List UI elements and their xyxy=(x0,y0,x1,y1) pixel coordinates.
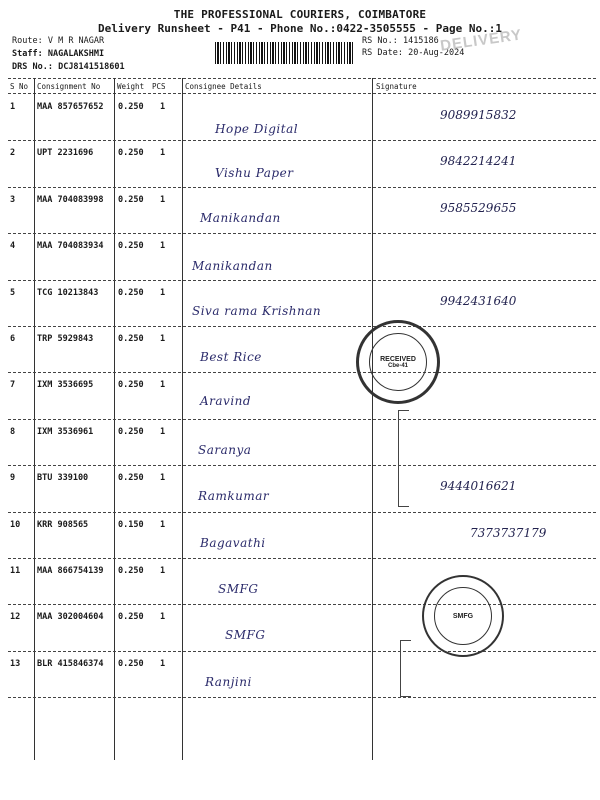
row-consignment-no: MAA 704083934 xyxy=(37,241,104,252)
table-row xyxy=(0,467,600,513)
row-consignment-no: TCG 10213843 xyxy=(37,287,99,298)
table-row xyxy=(0,189,600,235)
row-signature-phone: 9842214241 xyxy=(440,154,517,169)
row-signature-phone: 9444016621 xyxy=(440,479,517,494)
row-weight: 0.150 xyxy=(118,519,144,530)
row-consignment-no: KRR 908565 xyxy=(37,519,89,530)
table-row xyxy=(0,514,600,560)
row-pcs: 1 xyxy=(160,241,166,252)
row-consignment-no: BTU 339100 xyxy=(37,473,89,484)
table-row xyxy=(0,235,600,281)
row-separator xyxy=(8,326,596,327)
row-consignment-no: MAA 302004604 xyxy=(37,612,104,623)
row-consignee-name: SMFG xyxy=(218,582,259,596)
barcode xyxy=(215,42,355,64)
row-weight: 0.250 xyxy=(118,658,144,669)
row-weight: 0.250 xyxy=(118,287,144,298)
row-consignee-name: Ranjini xyxy=(205,674,252,689)
row-sno: 6 xyxy=(10,334,16,344)
row-signature-phone: 9585529655 xyxy=(440,200,517,215)
signature-bracket xyxy=(398,410,409,507)
row-separator xyxy=(8,604,596,605)
row-consignee-name: Saranya xyxy=(198,442,252,457)
runsheet-subtitle: Delivery Runsheet - P41 - Phone No.:0422-3505555 - Page No.:1 xyxy=(98,22,502,35)
row-consignee-name: Vishu Paper xyxy=(215,166,294,181)
row-separator xyxy=(8,419,596,420)
row-sno: 12 xyxy=(10,612,21,623)
drs-line xyxy=(12,62,125,72)
row-separator xyxy=(8,233,596,234)
row-consignee-name: Manikandan xyxy=(192,259,273,274)
row-weight: 0.250 xyxy=(118,102,144,112)
row-signature-phone: 9942431640 xyxy=(440,293,517,308)
row-pcs: 1 xyxy=(160,380,166,391)
row-separator xyxy=(8,187,596,188)
row-sno: 3 xyxy=(10,194,16,205)
rs-date-value: 20-Aug-2024 xyxy=(408,48,465,58)
table-row xyxy=(0,653,600,699)
table-row xyxy=(0,560,600,606)
stamp-side-text: Cbe-41 xyxy=(387,362,408,369)
row-weight: 0.250 xyxy=(118,334,144,344)
row-consignee-name: Aravind xyxy=(200,394,252,409)
header-top-rule xyxy=(8,78,596,79)
row-pcs: 1 xyxy=(160,148,166,159)
row-separator xyxy=(8,558,596,559)
row-sno: 13 xyxy=(10,658,21,669)
row-separator xyxy=(8,465,596,466)
row-consignee-name: SMFG xyxy=(225,628,266,643)
row-separator xyxy=(8,697,596,698)
row-sno: 10 xyxy=(10,519,21,530)
row-consignment-no: TRP 5929843 xyxy=(37,334,94,344)
table-row xyxy=(0,606,600,652)
row-weight: 0.250 xyxy=(118,473,144,484)
col-signature: Signature xyxy=(376,82,417,91)
row-consignment-no: MAA 704083998 xyxy=(37,194,104,205)
row-pcs: 1 xyxy=(160,473,166,484)
row-sno: 7 xyxy=(10,380,16,391)
smfg-stamp xyxy=(422,575,504,657)
row-consignment-no: MAA 866754139 xyxy=(37,566,104,576)
table-row xyxy=(0,142,600,188)
row-pcs: 1 xyxy=(160,519,166,530)
row-consignee-name: Ramkumar xyxy=(198,489,270,504)
col-weight: Weight xyxy=(117,82,145,91)
col-consignment: Consignment No xyxy=(37,82,101,91)
stamp-center-text: SMFG xyxy=(452,612,474,620)
row-consignment-no: BLR 415846374 xyxy=(37,658,104,669)
row-pcs: 1 xyxy=(160,612,166,623)
route-label: Route: xyxy=(12,36,43,46)
route-line xyxy=(12,36,104,46)
row-pcs: 1 xyxy=(160,194,166,205)
drs-value: DCJ8141518601 xyxy=(58,62,125,72)
signature-bracket xyxy=(400,640,411,697)
row-consignee-name: Bagavathi xyxy=(200,535,266,550)
row-weight: 0.250 xyxy=(118,241,144,252)
rs-no-label: RS No.: xyxy=(362,36,398,46)
staff-value: NAGALAKSHMI xyxy=(47,49,105,59)
row-separator xyxy=(8,140,596,141)
row-pcs: 1 xyxy=(160,334,166,344)
best-rice-stamp xyxy=(356,320,440,404)
table-row xyxy=(0,421,600,467)
row-signature-phone: 9089915832 xyxy=(440,108,517,122)
col-consignee: Consignee Details xyxy=(185,82,262,91)
table-row xyxy=(0,282,600,328)
col-pcs: PCS xyxy=(152,82,166,91)
row-sno: 5 xyxy=(10,287,16,298)
row-signature-phone: 7373737179 xyxy=(470,525,547,540)
delivery-watermark: DELIVERY xyxy=(439,26,524,55)
stamp-center-text: RECEIVED xyxy=(380,355,416,363)
staff-label: Staff: xyxy=(12,49,43,59)
row-weight: 0.250 xyxy=(118,380,144,391)
row-consignment-no: MAA 857657652 xyxy=(37,102,104,112)
row-consignee-name: Manikandan xyxy=(200,210,281,225)
row-consignee-name: Hope Digital xyxy=(215,122,299,136)
staff-line xyxy=(12,49,104,59)
row-weight: 0.250 xyxy=(118,194,144,205)
drs-label: DRS No.: xyxy=(12,62,53,72)
row-separator xyxy=(8,280,596,281)
row-consignment-no: IXM 3536961 xyxy=(37,426,94,437)
row-weight: 0.250 xyxy=(118,612,144,623)
table-row xyxy=(0,96,600,142)
row-consignment-no: IXM 3536695 xyxy=(37,380,94,391)
row-separator xyxy=(8,512,596,513)
row-sno: 9 xyxy=(10,473,16,484)
row-weight: 0.250 xyxy=(118,426,144,437)
row-weight: 0.250 xyxy=(118,566,144,576)
row-sno: 4 xyxy=(10,241,16,252)
rs-date-label: RS Date: xyxy=(362,48,403,58)
row-sno: 1 xyxy=(10,102,16,112)
row-separator xyxy=(8,651,596,652)
row-sno: 11 xyxy=(10,566,21,576)
rs-no-value: 1415186 xyxy=(402,36,439,46)
row-pcs: 1 xyxy=(160,287,166,298)
row-pcs: 1 xyxy=(160,658,166,669)
table-row xyxy=(0,328,600,374)
row-pcs: 1 xyxy=(160,566,166,576)
row-weight: 0.250 xyxy=(118,148,144,159)
row-separator xyxy=(8,372,596,373)
row-consignment-no: UPT 2231696 xyxy=(37,148,94,159)
row-consignee-name: Best Rice xyxy=(200,350,262,364)
table-row xyxy=(0,374,600,420)
rs-no-line xyxy=(362,36,439,46)
row-pcs: 1 xyxy=(160,102,166,112)
route-value: V M R NAGAR xyxy=(47,36,105,46)
row-sno: 2 xyxy=(10,148,16,159)
row-consignee-name: Siva rama Krishnan xyxy=(192,303,322,318)
row-pcs: 1 xyxy=(160,426,166,437)
document-title: THE PROFESSIONAL COURIERS, COIMBATORE xyxy=(173,8,427,21)
col-sno: S No xyxy=(10,82,29,91)
header-bottom-rule xyxy=(8,93,596,94)
row-sno: 8 xyxy=(10,426,16,437)
